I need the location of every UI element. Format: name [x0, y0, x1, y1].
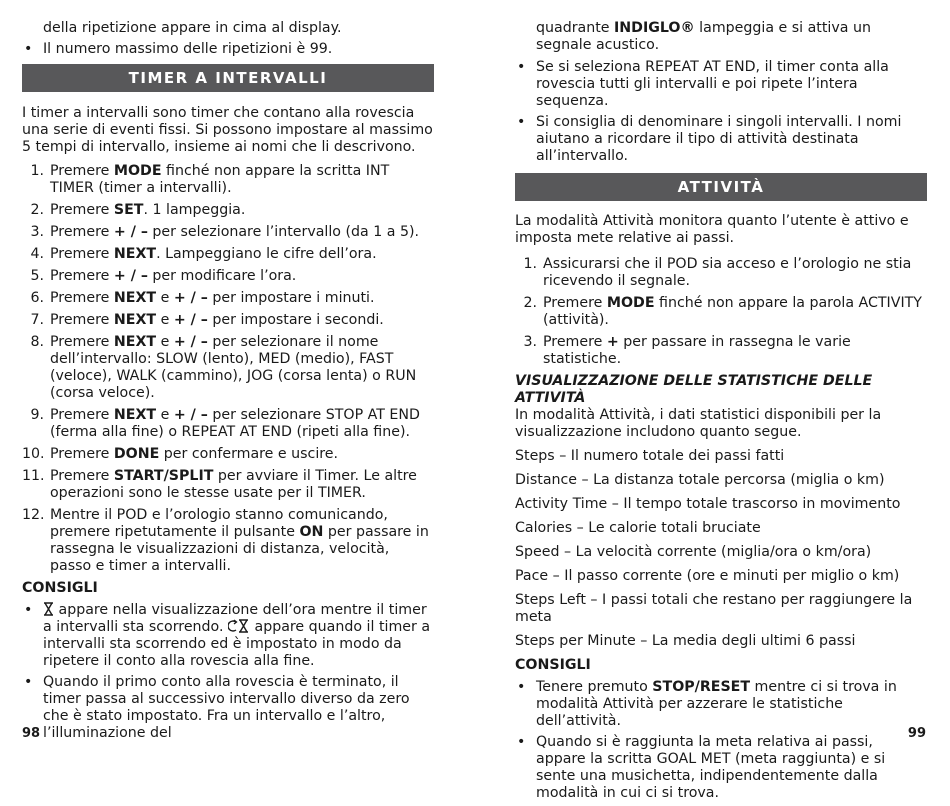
step-number: 1.: [523, 256, 537, 272]
step-number: 3.: [30, 224, 44, 240]
tip-text: Tenere premuto STOP/RESET mentre ci si trova in modalità Attività per azzerare le statistiche dell’attività.: [536, 679, 897, 729]
step-item: [22, 246, 434, 263]
step-text: Premere + / – per selezionare l’intervallo (da 1 a 5).: [50, 224, 420, 240]
step-text: Premere NEXT e + / – per selezionare STOP AT END (ferma alla fine) o REPEAT AT END (ripeti alla fine).: [50, 407, 420, 440]
bullet-icon: •: [517, 734, 526, 750]
tips-heading: CONSIGLI: [515, 657, 591, 673]
page-number-right: 99: [907, 726, 926, 741]
step-text: Premere NEXT. Lampeggiano le cifre dell’ora.: [50, 246, 377, 262]
right-page: [515, 0, 927, 806]
step-number: 12.: [22, 507, 45, 523]
tips-list: [515, 59, 927, 165]
tips-list: [515, 679, 927, 802]
step-number: 10.: [22, 446, 45, 462]
steps-list: [22, 163, 434, 575]
stat-item: Speed – La velocità corrente (miglia/ora o km/ora): [515, 544, 872, 560]
tip-item: [515, 114, 927, 165]
step-item: [22, 312, 434, 329]
tips-heading: CONSIGLI: [22, 580, 98, 596]
step-number: 2.: [523, 295, 537, 311]
stats-subheading: VISUALIZZAZIONE DELLE STATISTICHE DELLE ATTIVITÀ: [515, 373, 873, 406]
hourglass-icon: [43, 602, 54, 616]
step-text: Premere NEXT e + / – per impostare i minuti.: [50, 290, 375, 306]
bullet-icon: •: [24, 41, 33, 57]
section-intro: La modalità Attività monitora quanto l’utente è attivo e imposta mete relative ai passi.: [515, 213, 909, 246]
step-item: [22, 290, 434, 307]
step-number: 9.: [30, 407, 44, 423]
step-number: 8.: [30, 334, 44, 350]
step-item: [22, 507, 434, 575]
step-text: Mentre il POD e l’orologio stanno comunicando, premere ripetutamente il pulsante ON per passare in rassegna le visualizzazioni di distanza, velocità, passo e timer a intervalli.: [50, 507, 429, 574]
step-text: Premere + / – per modificare l’ora.: [50, 268, 297, 284]
stat-item: Steps per Minute – La media degli ultimi 6 passi: [515, 633, 856, 649]
continued-text: della ripetizione appare in cima al display.: [43, 20, 342, 36]
tip-item: • Quando il primo conto alla rovescia è terminato, il timer passa al successivo intervallo diverso da zero che è stato impostato. Fra un intervallo e l’altro, l’illuminazione del: [24, 674, 410, 741]
step-item: [515, 256, 927, 290]
page-number-left: 98: [22, 726, 41, 741]
bullet-icon: •: [517, 679, 526, 695]
stats-list: [515, 448, 927, 650]
step-item: [22, 202, 434, 219]
step-item: [22, 224, 434, 241]
continued-text: quadrante INDIGLO® lampeggia e si attiva un segnale acustico.: [536, 20, 871, 53]
bullet-icon: •: [517, 59, 526, 75]
step-item: [22, 163, 434, 197]
step-number: 4.: [30, 246, 44, 262]
step-item: [22, 446, 434, 463]
list-item: • Il numero massimo delle ripetizioni è 99.: [24, 41, 333, 57]
bullet-icon: •: [24, 602, 33, 618]
tip-item: • appare nella visualizzazione dell’ora mentre il timer a intervalli sta scorrendo. appare quando il timer a intervalli sta scorrendo ed è impostato in modo da ripetere il conto alla rovescia alla fine.: [24, 602, 431, 669]
tip-item: [515, 59, 927, 110]
step-item: [22, 468, 434, 502]
step-text: Premere SET. 1 lampeggia.: [50, 202, 246, 218]
step-text: Premere NEXT e + / – per impostare i secondi.: [50, 312, 384, 328]
tip-item: [515, 734, 927, 802]
stat-item: Steps – Il numero totale dei passi fatti: [515, 448, 785, 464]
step-text: Assicurarsi che il POD sia acceso e l’orologio ne stia ricevendo il segnale.: [543, 256, 912, 289]
step-text: Premere DONE per confermare e uscire.: [50, 446, 339, 462]
tip-text: Quando si è raggiunta la meta relativa ai passi, appare la scritta GOAL MET (meta raggiunta) e si sente una musichetta, indipendentemente dalla modalità in cui ci si trova.: [536, 734, 886, 801]
section-intro: I timer a intervalli sono timer che contano alla rovescia una serie di eventi fissi. Si possono impostare al massimo 5 tempi di intervallo, insieme ai nomi che li descrivono.: [22, 105, 433, 155]
step-item: [515, 334, 927, 368]
step-number: 5.: [30, 268, 44, 284]
stat-item: Activity Time – Il tempo totale trascorso in movimento: [515, 496, 901, 512]
step-number: 1.: [30, 163, 44, 179]
step-text: Premere MODE finché non appare la scritta INT TIMER (timer a intervalli).: [50, 163, 390, 196]
repeat-hourglass-icon: [228, 619, 250, 633]
stat-item: Steps Left – I passi totali che restano per raggiungere la meta: [515, 592, 913, 625]
steps-list: [515, 256, 927, 368]
tip-text: Si consiglia di denominare i singoli intervalli. I nomi aiutano a ricordare il tipo di attività destinata all’intervallo.: [536, 114, 902, 164]
tip-item: [515, 679, 927, 730]
left-page: [22, 0, 434, 746]
step-text: Premere START/SPLIT per avviare il Timer. Le altre operazioni sono le stesse usate per il TIMER.: [50, 468, 417, 501]
bullet-icon: •: [24, 674, 33, 690]
stat-item: Distance – La distanza totale percorsa (miglia o km): [515, 472, 885, 488]
section-title-activity: ATTIVITÀ: [515, 173, 927, 201]
bullet-icon: •: [517, 114, 526, 130]
step-number: 11.: [22, 468, 45, 484]
step-item: [22, 334, 434, 402]
step-number: 3.: [523, 334, 537, 350]
step-item: [22, 407, 434, 441]
stat-item: Calories – Le calorie totali bruciate: [515, 520, 761, 536]
stats-intro: In modalità Attività, i dati statistici disponibili per la visualizzazione includono quanto segue.: [515, 407, 882, 440]
step-number: 2.: [30, 202, 44, 218]
tip-text: Se si seleziona REPEAT AT END, il timer conta alla rovescia tutti gli intervalli e poi ripete l’intera sequenza.: [536, 59, 889, 109]
step-number: 7.: [30, 312, 44, 328]
section-title-interval-timer: TIMER A INTERVALLI: [22, 64, 434, 92]
step-number: 6.: [30, 290, 44, 306]
step-text: Premere + per passare in rassegna le varie statistiche.: [543, 334, 851, 367]
step-item: [515, 295, 927, 329]
step-text: Premere MODE finché non appare la parola ACTIVITY (attività).: [543, 295, 922, 328]
step-text: Premere NEXT e + / – per selezionare il nome dell’intervallo: SLOW (lento), MED (medio), FAST (veloce), WALK (cammino), JOG (corsa lenta) o RUN (corsa veloce).: [50, 334, 417, 401]
stat-item: Pace – Il passo corrente (ore e minuti per miglio o km): [515, 568, 900, 584]
step-item: [22, 268, 434, 285]
